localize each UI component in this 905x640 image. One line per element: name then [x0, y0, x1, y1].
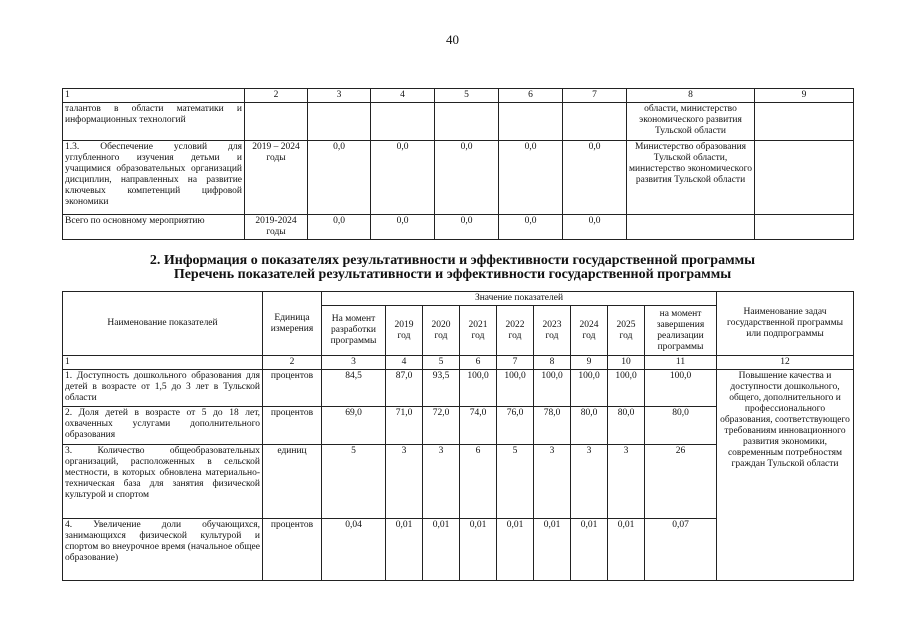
activity-name: талантов в области математики и информационных технологий [63, 103, 245, 141]
value-cell: 5 [322, 445, 386, 519]
header-year: 2025 год [608, 306, 645, 356]
column-number: 10 [608, 356, 645, 370]
section-subtitle: Перечень показателей результативности и эффективности государственной программы [173, 267, 732, 282]
column-number: 12 [717, 356, 854, 370]
column-number: 9 [755, 89, 854, 103]
indicator-text: Доступность дошкольного образования для детей в возрасте от 1,5 до 3 лет в Тульской области [65, 371, 260, 403]
value-cell: 100,0 [571, 370, 608, 407]
table-row [63, 141, 854, 215]
value-cell: 6 [460, 445, 497, 519]
value-cell: 0,01 [534, 519, 571, 581]
header-end: на момент завершения реализации программы [645, 306, 717, 356]
period-cell: 2019 – 2024 годы [245, 141, 308, 215]
column-number: 2 [263, 356, 322, 370]
column-number: 2 [245, 89, 308, 103]
column-number-row [63, 356, 854, 370]
column-number: 5 [435, 89, 499, 103]
value-cell: 3 [608, 445, 645, 519]
activity-name: Всего по основному мероприятию [63, 215, 245, 240]
continuation-table [62, 88, 854, 240]
value-cell: 0,0 [499, 215, 563, 240]
value-cell [563, 103, 627, 141]
column-number: 8 [627, 89, 755, 103]
table-header-row [63, 89, 854, 103]
row-number: 1. [65, 371, 73, 381]
value-cell: 78,0 [534, 407, 571, 445]
column-number: 8 [534, 356, 571, 370]
column-number: 7 [497, 356, 534, 370]
header-unit: Единица измерения [263, 292, 322, 356]
column-number: 6 [499, 89, 563, 103]
table-row [63, 370, 854, 407]
value-cell: 0,0 [435, 215, 499, 240]
value-cell: 26 [645, 445, 717, 519]
column-number: 4 [371, 89, 435, 103]
value-cell: 5 [497, 445, 534, 519]
indicator-text: Увеличение доли обучающихся, занимающихся физической культурой и спортом во внеурочное время (начальное общее образование) [65, 520, 260, 563]
indicator-name [63, 519, 263, 581]
value-cell: 0,01 [571, 519, 608, 581]
value-cell: 0,01 [460, 519, 497, 581]
value-cell [371, 103, 435, 141]
column-number: 3 [308, 89, 371, 103]
table-row [63, 103, 854, 141]
column-number: 4 [386, 356, 423, 370]
value-cell: 72,0 [423, 407, 460, 445]
row-number: 2. [65, 408, 73, 418]
activity-name: 1.3. Обеспечение условий для углубленного изучения детьми и учащимися образовательных организаций дисциплин, направленных на развитие ключевых компетенций цифровой экономики [63, 141, 245, 215]
unit-cell: процентов [263, 370, 322, 407]
value-cell: 3 [534, 445, 571, 519]
column-number: 5 [423, 356, 460, 370]
header-year: 2024 год [571, 306, 608, 356]
value-cell: 80,0 [571, 407, 608, 445]
period-cell: 2019-2024 годы [245, 215, 308, 240]
row-number: 4. [65, 520, 73, 530]
header-year: 2021 год [460, 306, 497, 356]
value-cell: 3 [386, 445, 423, 519]
column-number: 7 [563, 89, 627, 103]
table-row [63, 215, 854, 240]
value-cell: 0,01 [497, 519, 534, 581]
value-cell: 80,0 [645, 407, 717, 445]
value-cell: 0,07 [645, 519, 717, 581]
header-year: 2019 год [386, 306, 423, 356]
value-cell: 0,04 [322, 519, 386, 581]
value-cell: 100,0 [645, 370, 717, 407]
value-cell: 0,0 [371, 215, 435, 240]
executor-cell: области, министерство экономического развития Тульской области [627, 103, 755, 141]
value-cell: 74,0 [460, 407, 497, 445]
header-row [63, 292, 854, 306]
empty-cell [755, 103, 854, 141]
indicator-name [63, 445, 263, 519]
value-cell: 0,01 [386, 519, 423, 581]
value-cell: 0,0 [308, 141, 371, 215]
header-indicator-name: Наименование показателей [63, 292, 263, 356]
value-cell: 0,0 [371, 141, 435, 215]
column-number: 11 [645, 356, 717, 370]
column-number: 3 [322, 356, 386, 370]
value-cell: 80,0 [608, 407, 645, 445]
column-number: 6 [460, 356, 497, 370]
value-cell [308, 103, 371, 141]
indicator-name [63, 370, 263, 407]
value-cell: 100,0 [460, 370, 497, 407]
executor-cell [627, 215, 755, 240]
unit-cell: процентов [263, 519, 322, 581]
value-cell: 76,0 [497, 407, 534, 445]
header-year: 2023 год [534, 306, 571, 356]
value-cell: 84,5 [322, 370, 386, 407]
value-cell: 100,0 [534, 370, 571, 407]
header-values-group: Значение показателей [322, 292, 717, 306]
indicator-text: Доля детей в возрасте от 5 до 18 лет, охваченных услугами дополнительного образования [65, 408, 261, 440]
column-number: 1 [63, 89, 245, 103]
value-cell: 0,01 [608, 519, 645, 581]
page-number: 40 [446, 32, 459, 47]
value-cell [435, 103, 499, 141]
unit-cell: процентов [263, 407, 322, 445]
header-year: 2022 год [497, 306, 534, 356]
value-cell: 0,0 [308, 215, 371, 240]
empty-cell [755, 141, 854, 215]
indicators-table [62, 291, 854, 581]
unit-cell: единиц [263, 445, 322, 519]
value-cell: 0,01 [423, 519, 460, 581]
value-cell: 100,0 [497, 370, 534, 407]
indicator-name [63, 407, 263, 445]
value-cell: 0,0 [499, 141, 563, 215]
header-task: Наименование задач государственной программы или подпрограммы [717, 292, 854, 356]
value-cell: 87,0 [386, 370, 423, 407]
value-cell: 69,0 [322, 407, 386, 445]
value-cell: 100,0 [608, 370, 645, 407]
task-cell: Повышение качества и доступности дошкольного, общего, дополнительного и профессионального образования, соответствующего требованиям инновационного развития экономики, современным потребностям граждан Тульской области [717, 370, 854, 581]
value-cell [499, 103, 563, 141]
value-cell: 3 [423, 445, 460, 519]
executor-cell: Министерство образования Тульской области, министерство экономического развития Тульской области [627, 141, 755, 215]
section-title: 2. Информация о показателях результативности и эффективности государственной программы [149, 253, 756, 268]
empty-cell [755, 215, 854, 240]
period-cell [245, 103, 308, 141]
column-number: 1 [63, 356, 263, 370]
header-year: 2020 год [423, 306, 460, 356]
value-cell: 71,0 [386, 407, 423, 445]
indicator-text: Количество общеобразовательных организаций, расположенных в сельской местности, в которых обновлена материально-техническая база для занятия физической культурой и спортом [65, 446, 260, 500]
value-cell: 93,5 [423, 370, 460, 407]
value-cell: 0,0 [563, 215, 627, 240]
column-number: 9 [571, 356, 608, 370]
value-cell: 0,0 [435, 141, 499, 215]
header-start: На момент разработки программы [322, 306, 386, 356]
row-number: 3. [65, 446, 73, 456]
value-cell: 0,0 [563, 141, 627, 215]
value-cell: 3 [571, 445, 608, 519]
